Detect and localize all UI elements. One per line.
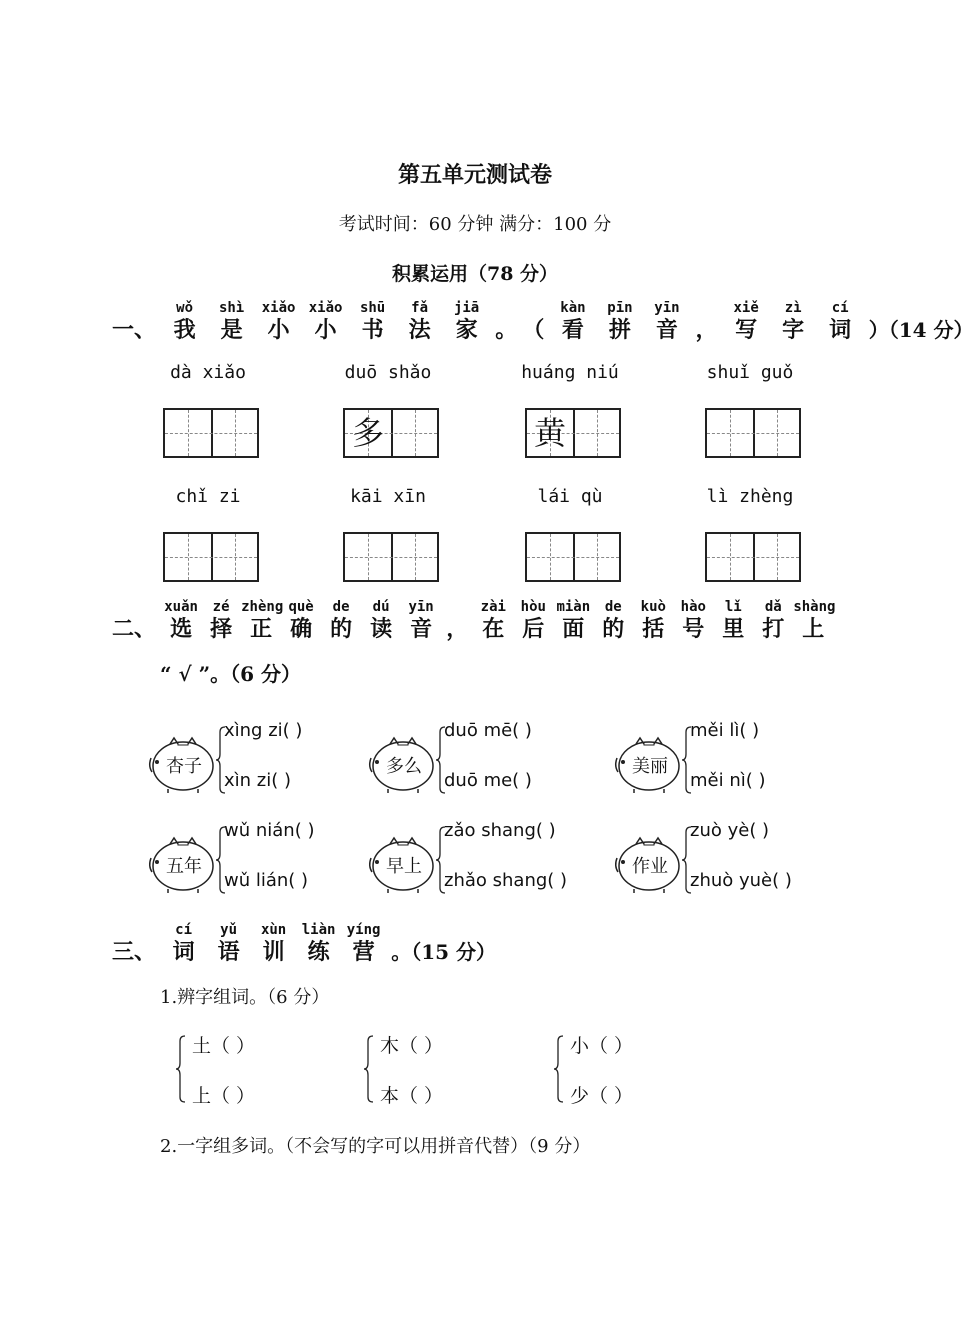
pinyin-prompt: lì zhèng <box>706 486 794 507</box>
writing-grid[interactable] <box>343 408 439 458</box>
pinyin-text: shì <box>218 300 245 316</box>
pinyin-text: yíng <box>346 922 381 938</box>
section-heading: 积累运用（78 分） <box>391 263 559 285</box>
pinyin-prompt: shuǐ guǒ <box>706 362 794 383</box>
pinyin-option[interactable]: xìn zi( ) <box>224 770 291 791</box>
exam-info: 考试时间：60 分钟 满分：100 分 <box>338 214 612 235</box>
pinyin-text: xuǎn <box>164 599 198 615</box>
pinyin-text: xiǎo <box>308 300 343 316</box>
hanzi-text: 语 <box>217 939 240 965</box>
writing-grid[interactable] <box>705 408 801 458</box>
pinyin-character <box>281 599 321 643</box>
pinyin-text: cí <box>831 300 849 316</box>
pinyin-character <box>817 300 864 344</box>
q2-comma: ， <box>446 616 469 642</box>
pinyin-character <box>206 922 251 966</box>
pinyin-character <box>723 300 770 344</box>
pinyin-character <box>513 599 553 643</box>
grid-character: 黄 <box>533 414 566 452</box>
hanzi-text: 词 <box>829 317 852 343</box>
pinyin-option[interactable]: zhuò yuè( ) <box>690 870 792 891</box>
pinyin-option[interactable]: zuò yè( ) <box>690 820 770 841</box>
pinyin-text: jiā <box>453 300 480 316</box>
q3-number: 三、 <box>112 939 157 965</box>
hanzi-text: 括 <box>642 616 665 642</box>
hanzi-text: 小 <box>267 317 290 343</box>
hanzi-text: 训 <box>262 939 285 965</box>
pinyin-character <box>633 599 673 643</box>
pinyin-character <box>473 599 513 643</box>
hanzi-text: 音 <box>410 616 433 642</box>
pinyin-character <box>161 300 208 344</box>
word-blank[interactable]: 木（ ） <box>380 1035 444 1057</box>
pinyin-text: miàn <box>556 599 591 615</box>
pinyin-character <box>713 599 753 643</box>
pinyin-character <box>251 922 296 966</box>
pinyin-text: wǒ <box>176 300 194 316</box>
brace-icon <box>176 1035 186 1103</box>
pinyin-character <box>349 300 396 344</box>
pinyin-character <box>443 300 490 344</box>
brace-icon <box>554 1035 564 1103</box>
pinyin-character <box>296 922 341 966</box>
hanzi-text: 字 <box>782 317 805 343</box>
pinyin-character <box>201 599 241 643</box>
pinyin-character <box>161 599 201 643</box>
writing-grid[interactable] <box>343 532 439 582</box>
pinyin-text: shū <box>359 300 386 316</box>
hanzi-text: 面 <box>562 616 585 642</box>
writing-grid[interactable] <box>525 408 621 458</box>
pinyin-text: hòu <box>520 599 546 615</box>
q1-comma: ， <box>695 317 718 343</box>
hanzi-text: 我 <box>173 317 196 343</box>
hanzi-text: 拼 <box>608 317 631 343</box>
pinyin-character <box>553 599 593 643</box>
q3-sub1: 1.辨字组词。（6 分） <box>160 987 330 1008</box>
pinyin-character <box>549 300 596 344</box>
q1-heading <box>112 300 974 344</box>
pinyin-character <box>396 300 443 344</box>
writing-grid[interactable] <box>525 532 621 582</box>
pinyin-text: zài <box>480 599 506 615</box>
hanzi-text: 练 <box>307 939 330 965</box>
pinyin-character <box>770 300 817 344</box>
hanzi-text: 读 <box>370 616 393 642</box>
word-label: 多么 <box>386 756 422 777</box>
q3-score: 。（15 分） <box>391 940 496 964</box>
hanzi-text: 写 <box>735 317 758 343</box>
pinyin-option[interactable]: wǔ nián( ) <box>224 820 315 841</box>
pinyin-prompt: chǐ zi <box>175 486 241 507</box>
pinyin-text: cí <box>175 922 193 938</box>
pinyin-text: shàng <box>793 599 836 615</box>
pinyin-prompt: kāi xīn <box>350 486 426 507</box>
pinyin-option[interactable]: zǎo shang( ) <box>444 820 556 841</box>
writing-grid[interactable] <box>163 532 259 582</box>
word-blank[interactable]: 小（ ） <box>570 1035 634 1057</box>
pinyin-text: yǔ <box>220 922 238 938</box>
hanzi-text: 的 <box>330 616 353 642</box>
pinyin-character <box>673 599 713 643</box>
writing-grid[interactable] <box>163 408 259 458</box>
hanzi-text: 正 <box>250 616 273 642</box>
hanzi-text: 书 <box>361 317 384 343</box>
pinyin-character <box>241 599 284 643</box>
hanzi-text: 法 <box>408 317 431 343</box>
word-label: 杏子 <box>166 756 202 777</box>
hanzi-text: 上 <box>802 616 825 642</box>
pinyin-text: kuò <box>640 599 666 615</box>
q1-number: 一、 <box>112 317 157 343</box>
hanzi-text: 营 <box>352 939 375 965</box>
pinyin-character <box>255 300 302 344</box>
pinyin-text: lǐ <box>724 599 742 615</box>
pinyin-prompt: duō shǎo <box>344 362 432 383</box>
pinyin-option[interactable]: duō mē( ) <box>444 720 532 741</box>
pinyin-character <box>643 300 690 344</box>
pinyin-option[interactable]: měi lì( ) <box>690 720 760 741</box>
pinyin-prompt: dà xiǎo <box>170 362 246 383</box>
pinyin-text: hào <box>680 599 706 615</box>
pinyin-character <box>596 300 643 344</box>
pinyin-option[interactable]: wǔ lián( ) <box>224 870 309 891</box>
word-label: 五年 <box>166 856 202 877</box>
pinyin-character <box>321 599 361 643</box>
pinyin-character <box>753 599 793 643</box>
page-title: 第五单元测试卷 <box>397 162 552 188</box>
hanzi-text: 小 <box>314 317 337 343</box>
pinyin-text: zhèng <box>241 599 284 615</box>
word-label: 美丽 <box>632 756 668 777</box>
pinyin-character <box>208 300 255 344</box>
word-blank[interactable]: 上（ ） <box>192 1085 256 1107</box>
q2-number: 二、 <box>112 616 157 642</box>
pinyin-prompt: lái qù <box>537 486 603 507</box>
pinyin-character <box>361 599 401 643</box>
pinyin-character <box>593 599 633 643</box>
q1-score: ）（14 分） <box>868 318 974 342</box>
q1-dot: 。 <box>495 317 518 343</box>
pinyin-text: dú <box>372 599 390 615</box>
pinyin-character <box>401 599 441 643</box>
pinyin-option[interactable]: měi nì( ) <box>690 770 766 791</box>
hanzi-text: 号 <box>682 616 705 642</box>
hanzi-text: 音 <box>655 317 678 343</box>
pinyin-text: fǎ <box>411 300 429 316</box>
hanzi-text: 是 <box>220 317 243 343</box>
hanzi-text: 看 <box>561 317 584 343</box>
word-blank[interactable]: 本（ ） <box>380 1085 444 1107</box>
pinyin-option[interactable]: xìng zi( ) <box>224 720 303 741</box>
hanzi-text: 里 <box>722 616 745 642</box>
pinyin-text: kàn <box>560 300 586 316</box>
pinyin-text: pīn <box>607 300 633 316</box>
pinyin-text: yīn <box>408 599 434 615</box>
word-blank[interactable]: 土（ ） <box>192 1035 256 1057</box>
pinyin-text: xiǎo <box>261 300 296 316</box>
grid-character: 多 <box>351 414 384 452</box>
pinyin-text: xiě <box>733 300 759 316</box>
pinyin-text: dǎ <box>764 599 782 615</box>
hanzi-text: 打 <box>762 616 785 642</box>
word-label: 作业 <box>632 856 668 877</box>
hanzi-text: 选 <box>170 616 193 642</box>
writing-grid[interactable] <box>705 532 801 582</box>
pinyin-text: liàn <box>301 922 336 938</box>
pinyin-prompt: huáng niú <box>521 362 619 383</box>
pinyin-text: xùn <box>260 922 287 938</box>
hanzi-text: 家 <box>455 317 478 343</box>
hanzi-text: 的 <box>602 616 625 642</box>
pinyin-text: yīn <box>654 300 680 316</box>
q3-heading <box>112 922 496 966</box>
pinyin-character <box>161 922 206 966</box>
pinyin-text: de <box>604 599 622 615</box>
pinyin-character <box>302 300 349 344</box>
pinyin-text: zì <box>784 300 802 316</box>
pinyin-character <box>341 922 386 966</box>
hanzi-text: 确 <box>290 616 313 642</box>
q3-sub2: 2.一字组多词。（不会写的字可以用拼音代替）（9 分） <box>160 1136 591 1157</box>
pinyin-text: què <box>288 599 314 615</box>
pinyin-text: zé <box>212 599 230 615</box>
q2-instruction-end: “ √ ”。（6 分） <box>160 662 301 686</box>
pinyin-option[interactable]: duō me( ) <box>444 770 532 791</box>
pinyin-character <box>793 599 836 643</box>
pinyin-option[interactable]: zhǎo shang( ) <box>444 870 568 891</box>
word-blank[interactable]: 少（ ） <box>570 1085 634 1107</box>
hanzi-text: 择 <box>210 616 233 642</box>
hanzi-text: 在 <box>482 616 505 642</box>
q1-open-paren: （ <box>522 317 545 343</box>
pinyin-text: de <box>332 599 350 615</box>
q2-heading <box>112 599 836 643</box>
word-label: 早上 <box>386 856 422 877</box>
hanzi-text: 词 <box>172 939 195 965</box>
brace-icon <box>364 1035 374 1103</box>
hanzi-text: 后 <box>522 616 545 642</box>
